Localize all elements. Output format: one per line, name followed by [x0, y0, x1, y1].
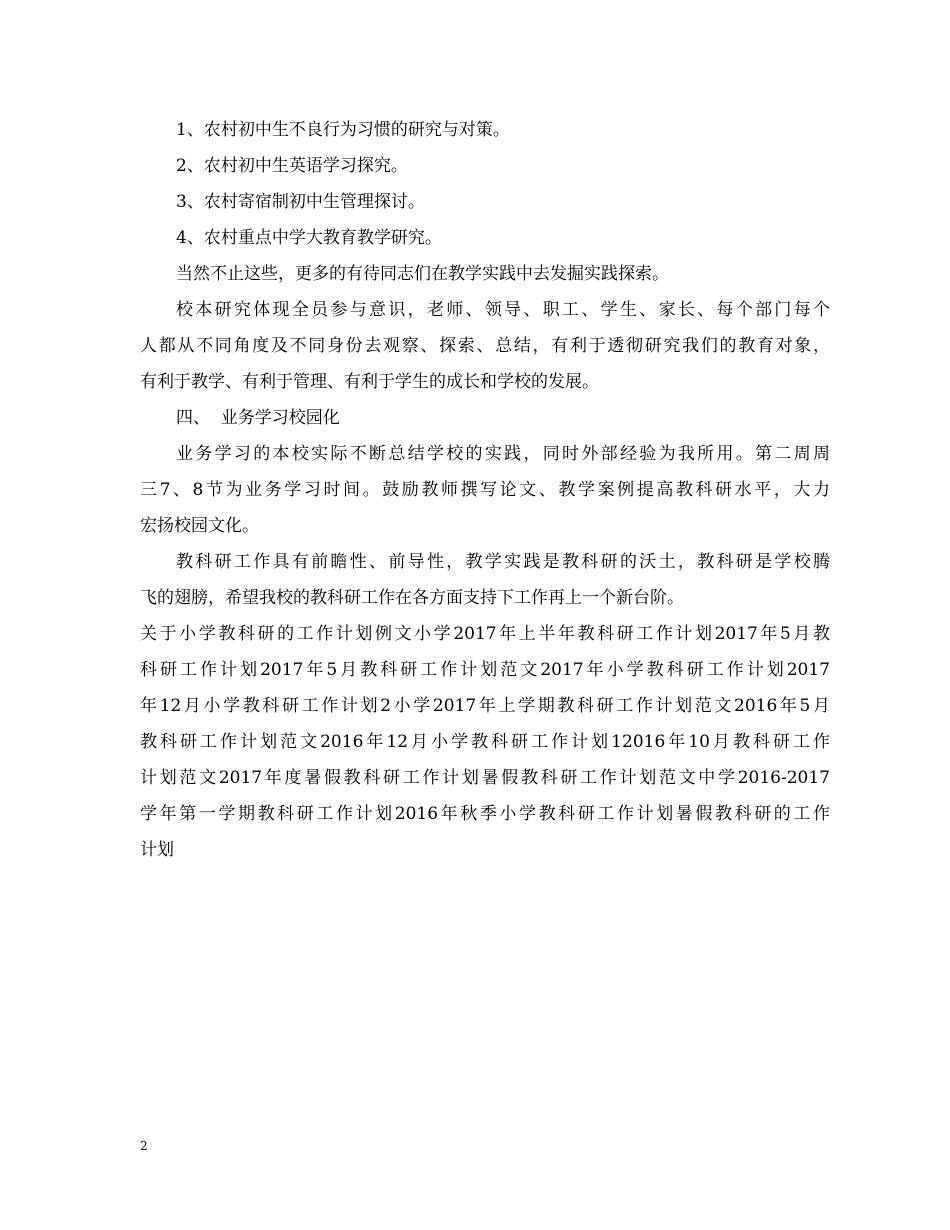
section-heading: 四、 业务学习校园化 [176, 408, 340, 428]
paragraph-text: 有利于教学、有利于管理、有利于学生的成长和学校的发展。 [140, 372, 599, 392]
related-links-text: 关于小学教科研的工作计划例文小学2017年上半年教科研工作计划2017年5月教 [140, 624, 830, 644]
paragraph-text: 教科研工作具有前瞻性、前导性，教学实践是教科研的沃土，教科研是学校腾 [176, 552, 830, 572]
paragraph-text: 三7、8节为业务学习时间。鼓励教师撰写论文、教学案例提高教科研水平，大力 [140, 480, 830, 500]
list-item: 3、农村寄宿制初中生管理探讨。 [176, 192, 425, 212]
related-links-text: 计划范文2017年度暑假教科研工作计划暑假教科研工作计划范文中学2016-2017 [140, 768, 830, 788]
paragraph-text: 业务学习的本校实际不断总结学校的实践，同时外部经验为我所用。第二周周 [176, 444, 830, 464]
related-links-text: 计划 [140, 840, 174, 860]
list-item: 1、农村初中生不良行为习惯的研究与对策。 [176, 120, 510, 140]
related-links-text: 教科研工作计划范文2016年12月小学教科研工作计划12016年10月教科研工作 [140, 732, 830, 752]
page-number: 2 [140, 1139, 148, 1153]
list-item: 4、农村重点中学大教育教学研究。 [176, 228, 442, 248]
page-content [140, 112, 830, 868]
paragraph-text: 校本研究体现全员参与意识，老师、领导、职工、学生、家长、每个部门每个 [176, 300, 830, 320]
paragraph-text: 飞的翅膀，希望我校的教科研工作在各方面支持下工作再上一个新台阶。 [140, 588, 684, 608]
related-links-text: 年12月小学教科研工作计划2小学2017年上学期教科研工作计划范文2016年5月 [140, 696, 830, 716]
list-item: 2、农村初中生英语学习探究。 [176, 156, 408, 176]
paragraph-text: 人都从不同角度及不同身份去观察、探索、总结，有利于透彻研究我们的教育对象， [140, 336, 830, 356]
related-links-text: 学年第一学期教科研工作计划2016年秋季小学教科研工作计划暑假教科研的工作 [140, 804, 830, 824]
related-links-text: 科研工作计划2017年5月教科研工作计划范文2017年小学教科研工作计划2017 [140, 660, 830, 680]
paragraph-text: 当然不止这些，更多的有待同志们在教学实践中去发掘实践探索。 [176, 264, 669, 284]
paragraph-text: 宏扬校园文化。 [140, 516, 259, 536]
